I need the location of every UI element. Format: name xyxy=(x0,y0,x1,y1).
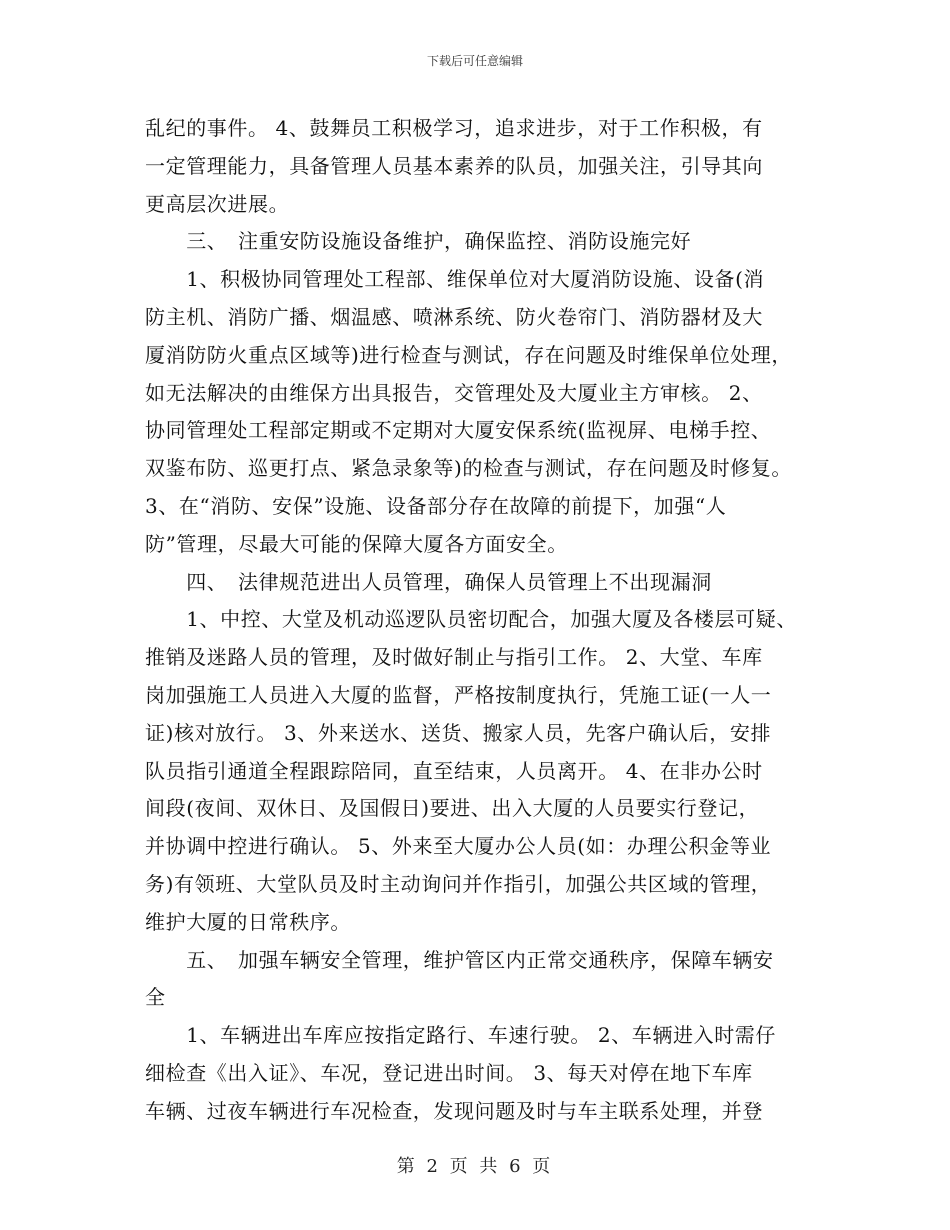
text-line: 证)核对放行。 3、外来送水、送货、搬家人员，先客户确认后，安排 xyxy=(145,720,772,745)
text-line: 并协调中控进行确认。 5、外来至大厦办公人员(如：办理公积金等业 xyxy=(145,834,772,859)
text-line: 间段(夜间、双休日、及国假日)要进、出入大厦的人员要实行登记， xyxy=(145,796,760,821)
page-footer: 第 2 页 共 6 页 xyxy=(396,1156,554,1177)
text-line: 防”管理，尽最大可能的保障大厦各方面安全。 xyxy=(145,531,568,556)
text-line: 更高层次进展。 xyxy=(145,191,290,216)
text-line: 如无法解决的由维保方出具报告，交管理处及大厦业主方审核。 2、 xyxy=(145,380,763,405)
text-line: 维护大厦的日常秩序。 xyxy=(145,909,351,934)
text-line: 防主机、消防广播、烟温感、喷淋系统、防火卷帘门、消防器材及大 xyxy=(145,304,763,329)
text-line: 乱纪的事件。 4、鼓舞员工积极学习，追求进步，对于工作积极，有 xyxy=(145,116,763,140)
text-line: 协同管理处工程部定期或不定期对大厦安保系统(监视屏、电梯手控、 xyxy=(145,418,772,443)
text-line: 岗加强施工人员进入大厦的监督，严格按制度执行，凭施工证(一人一 xyxy=(145,682,772,707)
section-heading: 四、 法律规范进出人员管理，确保人员管理上不出现漏洞 xyxy=(145,569,712,594)
text-line: 3、在“消防、安保”设施、设备部分存在故障的前提下，加强“人 xyxy=(145,493,727,518)
section-heading: 五、 加强车辆安全管理，维护管区内正常交通秩序，保障车辆安 xyxy=(145,947,774,972)
text-line: 1、车辆进出车库应按指定路行、车速行驶。 2、车辆进入时需仔 xyxy=(145,1023,777,1048)
text-line: 队员指引通道全程跟踪陪同，直至结束，人员离开。 4、在非办公时 xyxy=(145,758,763,783)
text-line: 双鉴布防、巡更打点、紧急录象等)的检查与测试，存在问题及时修复。 xyxy=(145,456,793,481)
text-line: 务)有领班、大堂队员及时主动询问并作指引，加强公共区域的管理， xyxy=(145,871,772,896)
document-body xyxy=(145,110,810,1131)
text-line: 车辆、过夜车辆进行车况检查，发现问题及时与车主联系处理，并登 xyxy=(145,1098,763,1123)
text-line: 1、积极协同管理处工程部、维保单位对大厦消防设施、设备(消 xyxy=(145,267,765,292)
text-line: 全 xyxy=(145,985,166,1010)
text-line: 一定管理能力，具备管理人员基本素养的队员，加强关注，引导其向 xyxy=(145,153,763,178)
page-header: 下载后可任意编辑 xyxy=(426,54,523,68)
text-line: 1、中控、大堂及机动巡逻队员密切配合，加强大厦及各楼层可疑、 xyxy=(145,607,797,632)
text-line: 推销及迷路人员的管理，及时做好制止与指引工作。 2、大堂、车库 xyxy=(145,645,763,670)
section-heading: 三、 注重安防设施设备维护，确保监控、消防设施完好 xyxy=(145,229,692,254)
text-line: 厦消防防火重点区域等)进行检查与测试，存在问题及时维保单位处理， xyxy=(145,342,793,367)
text-line: 细检查《出入证》、车况，登记进出时间。 3、每天对停在地下车库 xyxy=(145,1060,753,1085)
